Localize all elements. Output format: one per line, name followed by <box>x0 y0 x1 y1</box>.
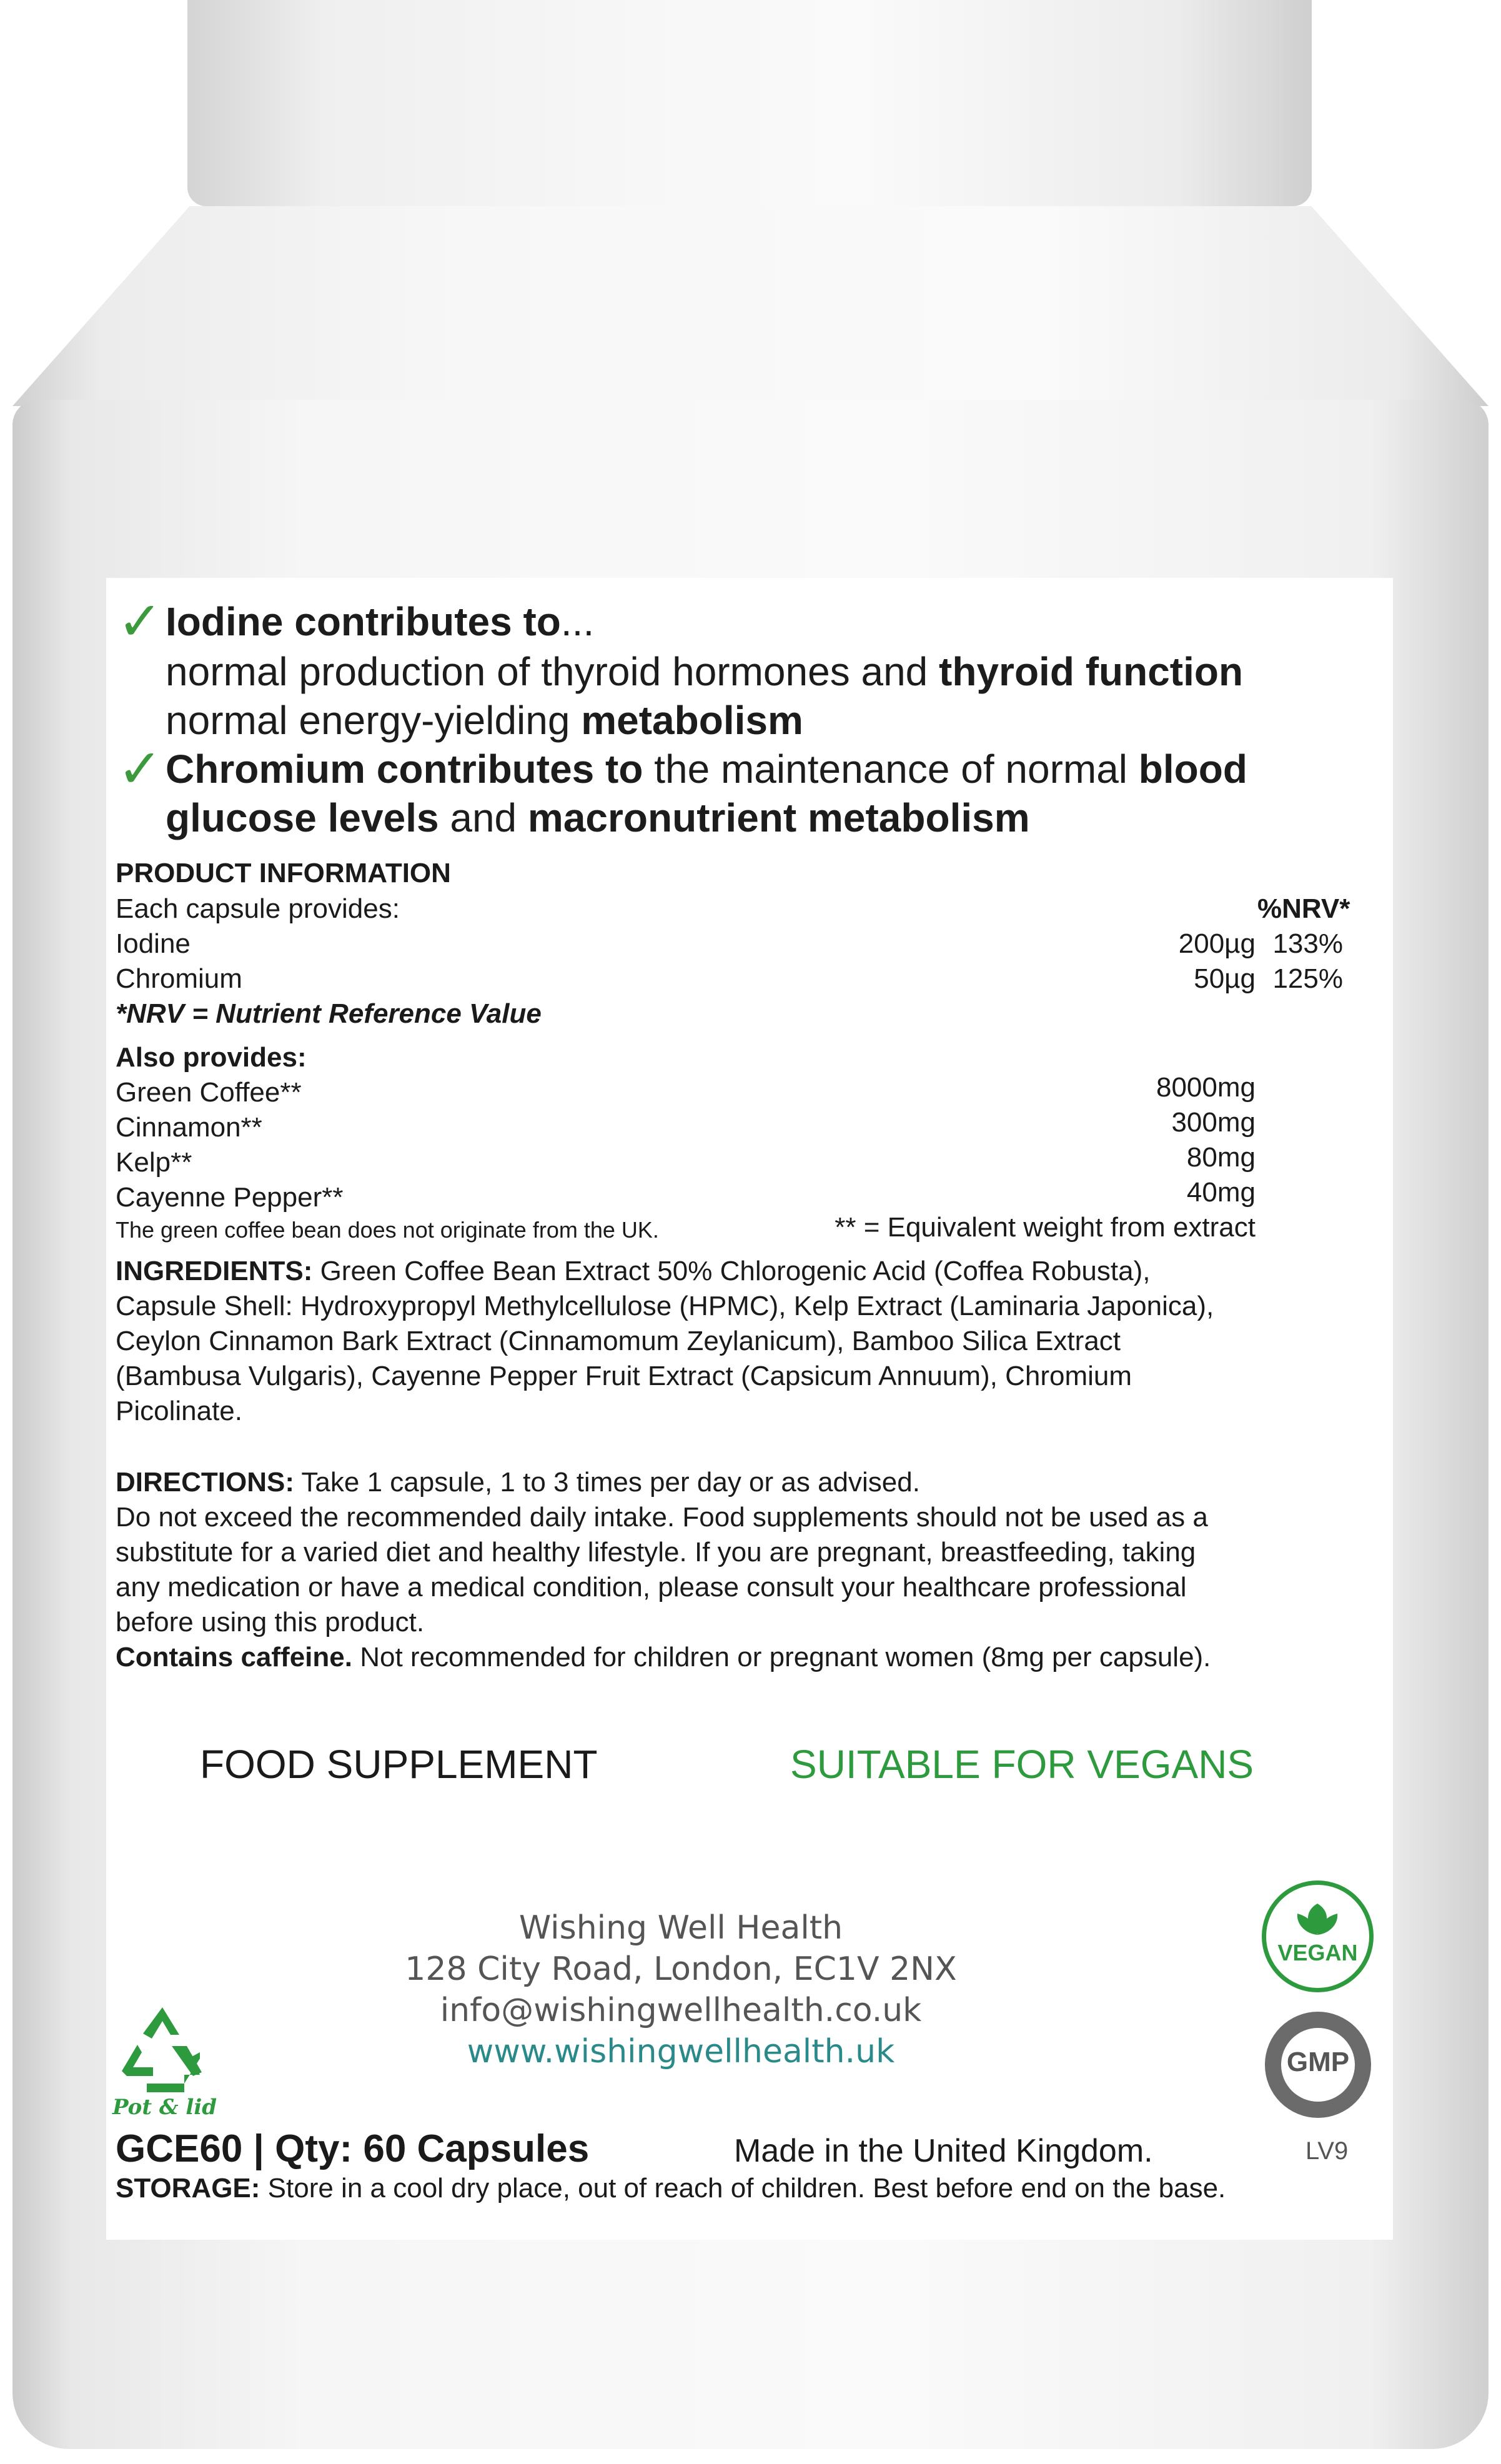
bottle-cap <box>187 0 1312 206</box>
nrv-header: %NRV* <box>1257 893 1350 924</box>
storage-text: STORAGE: Store in a cool dry place, out of reach of children. Best before end on the base. <box>116 2173 1226 2203</box>
equivalent-note: ** = Equivalent weight from extract <box>835 1212 1256 1243</box>
each-capsule-text: Each capsule provides: <box>116 893 400 924</box>
directions-line1: DIRECTIONS: Take 1 capsule, 1 to 3 times per day or as advised. <box>116 1467 920 1498</box>
extra-name: Cinnamon** <box>116 1112 262 1143</box>
bottle-shoulder <box>12 206 1489 406</box>
extra-amount: 40mg <box>1186 1177 1256 1208</box>
ingredients-line2: Capsule Shell: Hydroxypropyl Methylcellulose (HPMC), Kelp Extract (Laminaria Japonica), <box>116 1291 1214 1321</box>
product-code: GCE60 | Qty: 60 Capsules <box>116 2127 590 2170</box>
nutrient-nrv: 133% <box>1272 928 1343 959</box>
ingredients-line3: Ceylon Cinnamon Bark Extract (Cinnamomum Zeylanicum), Bamboo Silica Extract <box>116 1326 1121 1356</box>
extra-amount: 80mg <box>1186 1142 1256 1173</box>
nutrient-amount: 200µg <box>1178 928 1256 959</box>
extra-name: Kelp** <box>116 1147 192 1178</box>
nutrient-name: Iodine <box>116 928 191 959</box>
company-email[interactable]: info@wishingwellhealth.co.uk <box>440 1992 922 2029</box>
gmp-badge <box>1265 2012 1371 2118</box>
company-address: 128 City Road, London, EC1V 2NX <box>405 1950 957 1988</box>
company-website[interactable]: www.wishingwellhealth.uk <box>467 2033 895 2070</box>
chromium-claim-line2: glucose levels and macronutrient metabolism <box>166 795 1030 840</box>
checkmark-icon: ✓ <box>117 592 163 652</box>
nutrient-nrv: 125% <box>1272 963 1343 994</box>
ingredients-line5: Picolinate. <box>116 1396 243 1426</box>
nutrient-name: Chromium <box>116 963 242 994</box>
iodine-claim-line2: normal energy-yielding metabolism <box>166 698 803 743</box>
label-version: LV9 <box>1305 2137 1349 2165</box>
iodine-claim-line1: normal production of thyroid hormones and thyroid function <box>166 649 1244 694</box>
caffeine-warning: Contains caffeine. Not recommended for children or pregnant women (8mg per capsule). <box>116 1642 1211 1672</box>
gmp-badge-label: GMP <box>1286 2047 1350 2077</box>
directions-line3: substitute for a varied diet and healthy lifestyle. If you are pregnant, breastfeeding, taking <box>116 1537 1196 1567</box>
company-name: Wishing Well Health <box>518 1909 843 1947</box>
made-in-text: Made in the United Kingdom. <box>734 2133 1153 2169</box>
nrv-note: *NRV = Nutrient Reference Value <box>116 998 542 1029</box>
extra-amount: 300mg <box>1171 1107 1256 1138</box>
product-info-heading: PRODUCT INFORMATION <box>116 858 451 888</box>
origin-note: The green coffee bean does not originate from the UK. <box>116 1217 659 1243</box>
nutrient-amount: 50µg <box>1194 963 1256 994</box>
recycle-label: Pot & lid <box>112 2095 217 2120</box>
iodine-claim-title: Iodine contributes to... <box>166 599 595 644</box>
vegan-badge <box>1262 1880 1374 1992</box>
also-provides-heading: Also provides: <box>116 1042 307 1073</box>
directions-line2: Do not exceed the recommended daily intake. Food supplements should not be used as a <box>116 1502 1208 1533</box>
extra-name: Cayenne Pepper** <box>116 1182 344 1213</box>
extra-amount: 8000mg <box>1156 1072 1256 1103</box>
directions-line5: before using this product. <box>116 1607 425 1637</box>
vegan-badge-label: VEGAN <box>1277 1940 1358 1965</box>
checkmark-icon: ✓ <box>117 739 163 799</box>
product-label <box>106 578 1393 2240</box>
ingredients-line4: (Bambusa Vulgaris), Cayenne Pepper Fruit Extract (Capsicum Annuum), Chromium <box>116 1361 1132 1391</box>
directions-line4: any medication or have a medical condition, please consult your healthcare professional <box>116 1572 1187 1602</box>
food-supplement-tag: FOOD SUPPLEMENT <box>200 1742 598 1787</box>
recycle-icon <box>109 2002 217 2120</box>
vegan-suitable-tag: SUITABLE FOR VEGANS <box>790 1742 1254 1787</box>
extra-name: Green Coffee** <box>116 1077 302 1108</box>
ingredients-line1: INGREDIENTS: Green Coffee Bean Extract 50% Chlorogenic Acid (Coffea Robusta), <box>116 1256 1151 1286</box>
chromium-claim-line1: Chromium contributes to the maintenance of normal blood <box>166 747 1247 792</box>
